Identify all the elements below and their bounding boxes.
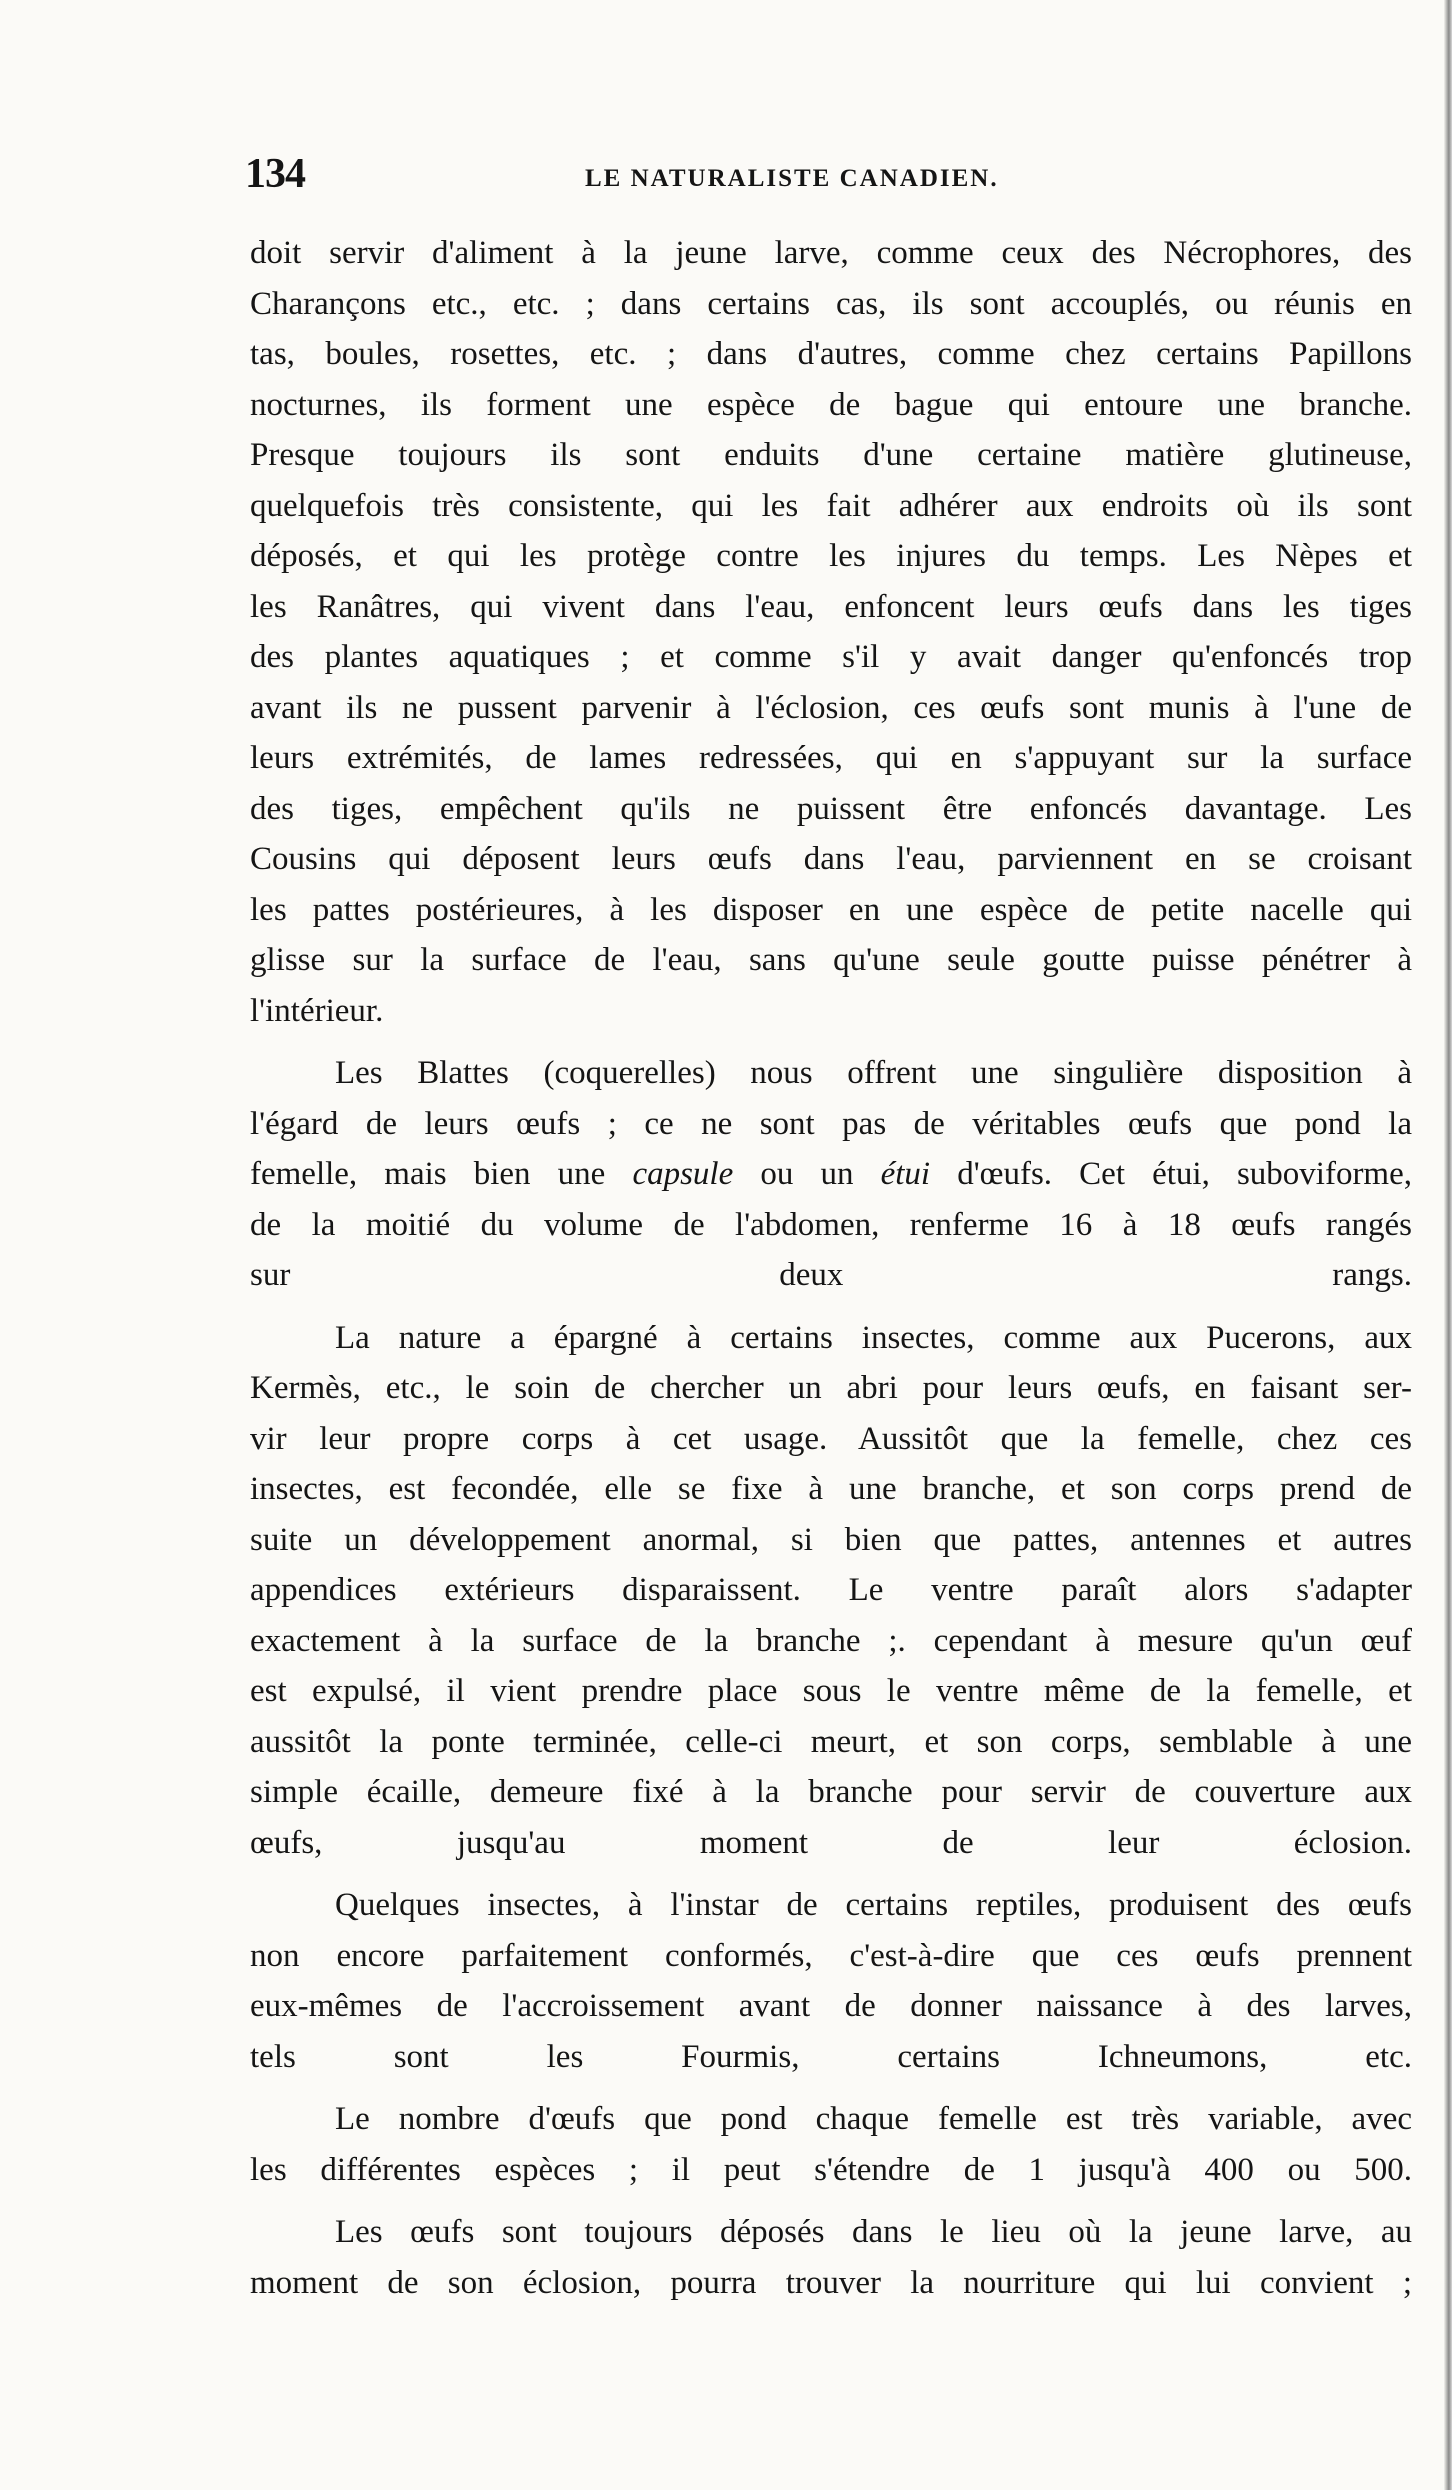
text-line: les pattes postérieures, à les disposer en une espèce de petite nacelle qui [250, 891, 1412, 928]
text-line: simple écaille, demeure fixé à la branche pour servir de couverture aux [250, 1774, 1412, 1810]
text-segment: femelle, mais bien une [250, 1156, 633, 1192]
paragraph-6 [250, 2207, 1412, 2308]
text-line: nocturnes, ils forment une espèce de bague qui entoure une branche. [250, 386, 1412, 423]
text-line: suite un développement anormal, si bien que pattes, antennes et autres [250, 1521, 1412, 1558]
text-line: glisse sur la surface de l'eau, sans qu'une seule goutte puisse pénétrer à [250, 942, 1412, 978]
text-line: Charançons etc., etc. ; dans certains cas, ils sont accouplés, ou réunis en [250, 285, 1412, 322]
text-segment: d'œufs. Cet étui, suboviforme, [930, 1156, 1413, 1192]
text-line: des plantes aquatiques ; et comme s'il y avait danger qu'enfoncés trop [250, 639, 1412, 675]
text-line: exactement à la surface de la branche ;. cependant à mesure qu'un œuf [250, 1622, 1412, 1659]
text-line: des tiges, empêchent qu'ils ne puissent être enfoncés davantage. Les [250, 790, 1412, 827]
text-line: avant ils ne pussent parvenir à l'éclosion, ces œufs sont munis à l'une de [250, 689, 1412, 726]
text-line: Le nombre d'œufs que pond chaque femelle est très variable, avec [335, 2101, 1412, 2137]
page-edge [1444, 0, 1452, 2490]
text-line: de la moitié du volume de l'abdomen, renferme 16 à 18 œufs rangés [250, 1206, 1412, 1243]
text-line: Kermès, etc., le soin de chercher un abri pour leurs œufs, en faisant ser- [250, 1370, 1412, 1406]
text-line: Cousins qui déposent leurs œufs dans l'eau, parviennent en se croisant [250, 841, 1412, 877]
text-line: leurs extrémités, de lames redressées, qui en s'appuyant sur la surface [250, 740, 1412, 776]
italic-word: capsule [632, 1156, 734, 1192]
text-line: l'intérieur. [250, 992, 384, 1029]
text-line: déposés, et qui les protège contre les injures du temps. Les Nèpes et [250, 538, 1412, 574]
paragraph-5 [250, 2094, 1412, 2195]
text-line: Les œufs sont toujours déposés dans le lieu où la jeune larve, au [335, 2214, 1412, 2250]
page-header [245, 150, 1065, 210]
text-line: doit servir d'aliment à la jeune larve, comme ceux des Nécrophores, des [250, 235, 1412, 271]
text-line: sur deux rangs. [250, 1257, 1412, 1293]
text-line: tas, boules, rosettes, etc. ; dans d'autres, comme chez certains Papillons [250, 336, 1412, 372]
text-line: appendices extérieurs disparaissent. Le ventre paraît alors s'adapter [250, 1572, 1412, 1608]
paragraph-4 [250, 1880, 1412, 2082]
text-line: insectes, est fecondée, elle se fixe à une branche, et son corps prend de [250, 1471, 1412, 1507]
text-line: aussitôt la ponte terminée, celle-ci meurt, et son corps, semblable à une [250, 1723, 1412, 1760]
paragraph-3 [250, 1313, 1412, 1869]
body-text [250, 228, 1412, 2320]
text-line: tels sont les Fourmis, certains Ichneumons, etc. [250, 2038, 1412, 2075]
text-line: non encore parfaitement conformés, c'est-à-dire que ces œufs prennent [250, 1937, 1412, 1974]
running-title: LE NATURALISTE CANADIEN. [585, 165, 999, 192]
paragraph-2 [250, 1048, 1412, 1301]
text-line-mixed [250, 1149, 1412, 1200]
text-line: œufs, jusqu'au moment de leur éclosion. [250, 1824, 1412, 1861]
text-line: Quelques insectes, à l'instar de certains reptiles, produisent des œufs [335, 1887, 1412, 1923]
paragraph-1 [250, 228, 1412, 1036]
text-segment: ou un [733, 1156, 881, 1192]
italic-word: étui [880, 1156, 931, 1192]
text-line: les Ranâtres, qui vivent dans l'eau, enfoncent leurs œufs dans les tiges [250, 588, 1412, 625]
page-number: 134 [245, 151, 305, 197]
text-line: quelquefois très consistente, qui les fait adhérer aux endroits où ils sont [250, 487, 1412, 524]
text-line: les différentes espèces ; il peut s'étendre de 1 jusqu'à 400 ou 500. [250, 2151, 1412, 2188]
text-line: l'égard de leurs œufs ; ce ne sont pas de véritables œufs que pond la [250, 1105, 1412, 1142]
text-line: est expulsé, il vient prendre place sous le ventre même de la femelle, et [250, 1673, 1412, 1709]
text-line: Presque toujours ils sont enduits d'une certaine matière glutineuse, [250, 437, 1412, 473]
text-line: vir leur propre corps à cet usage. Aussitôt que la femelle, chez ces [250, 1420, 1412, 1457]
text-line: La nature a épargné à certains insectes, comme aux Pucerons, aux [335, 1319, 1412, 1356]
text-line: moment de son éclosion, pourra trouver la nourriture qui lui convient ; [250, 2264, 1412, 2301]
text-line: eux-mêmes de l'accroissement avant de donner naissance à des larves, [250, 1988, 1412, 2024]
text-line: Les Blattes (coquerelles) nous offrent une singulière disposition à [335, 1055, 1412, 1091]
